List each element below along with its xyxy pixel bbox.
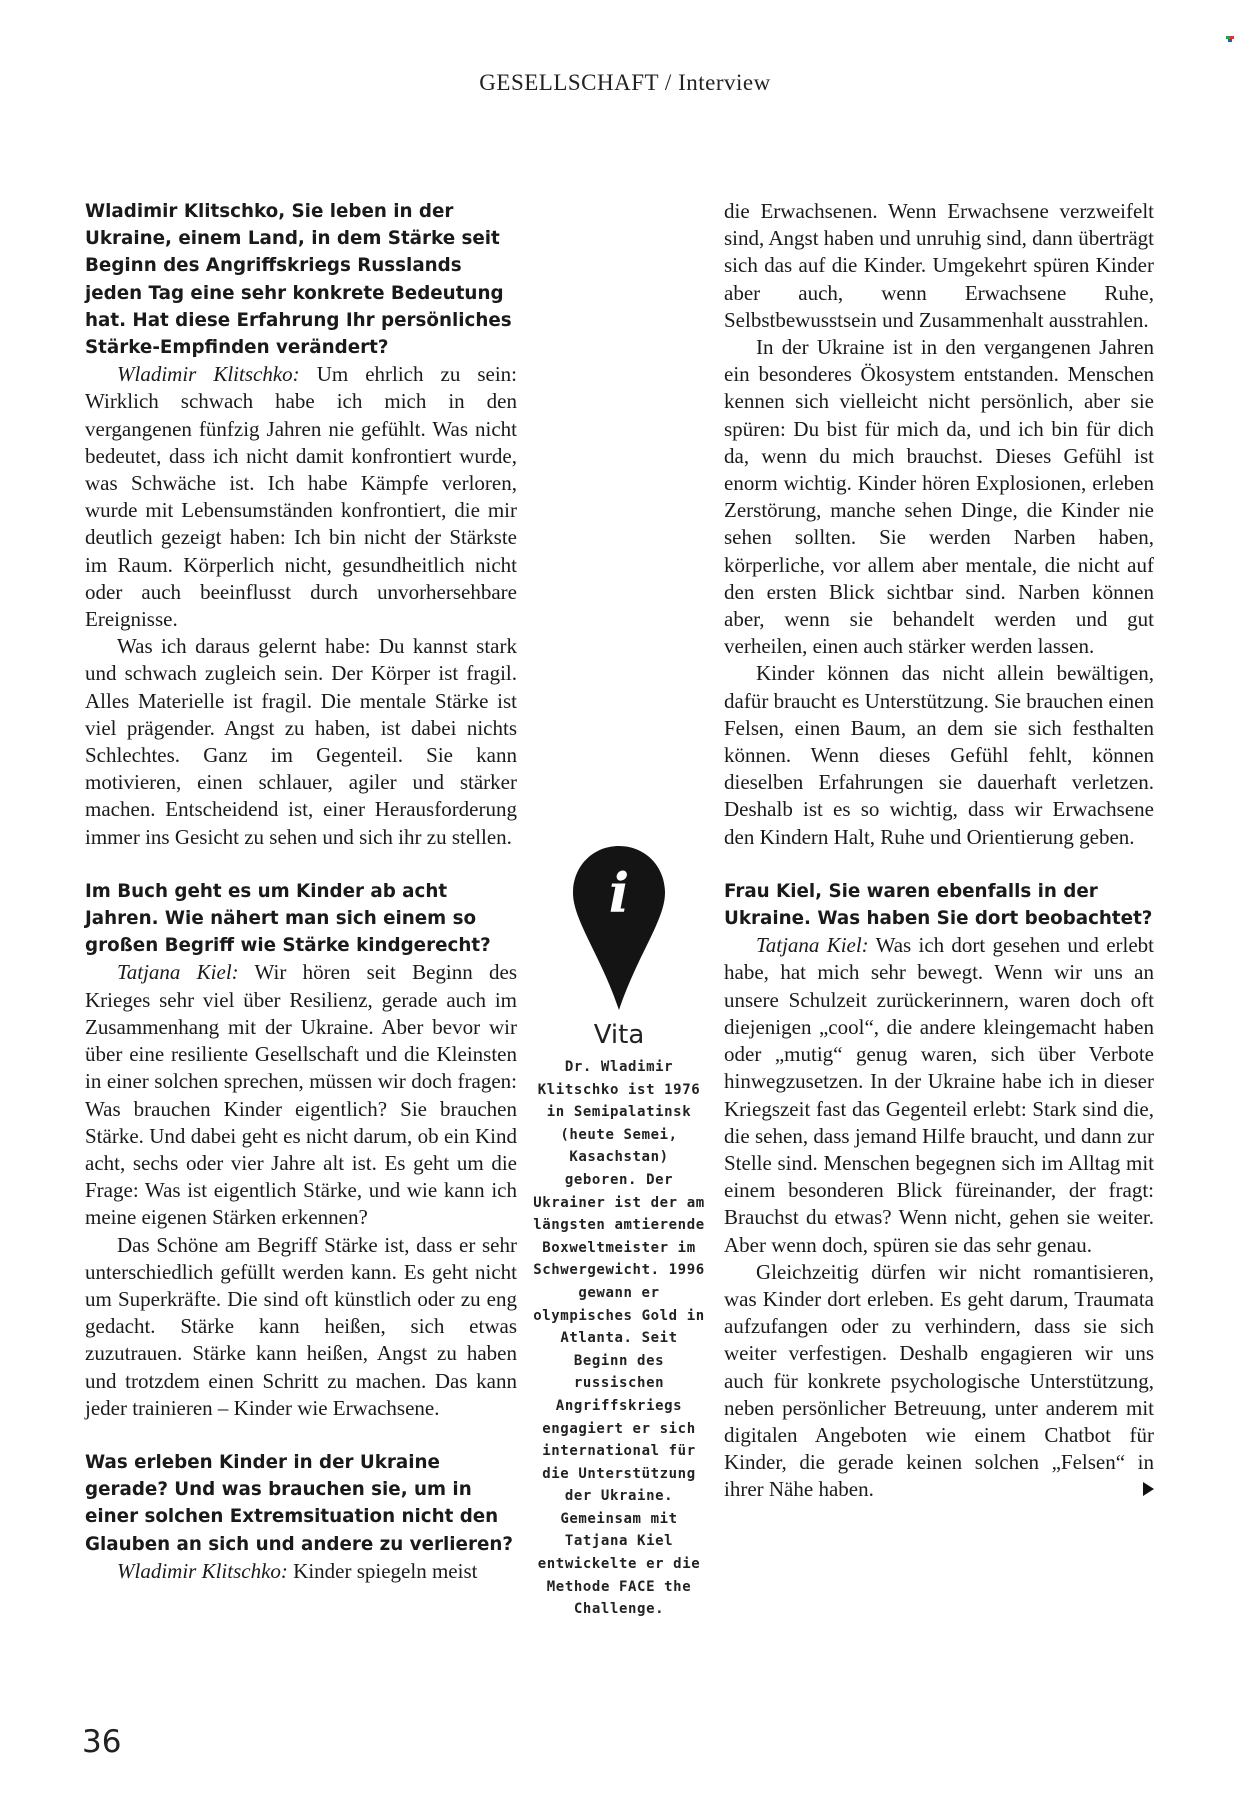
color-registration-mark <box>1226 36 1234 42</box>
speaker-label: Wladimir Klitschko: <box>117 362 300 387</box>
answer-3-paragraph-2: In der Ukraine ist in den vergangenen Jahren ein besonderes Ökosystem entstanden. Menschen kennen sich vielleicht nicht persönlich, aber sie spüren: Du bist für mich da, und ich bin für dich da, wenn du mich brauchst. Dieses Gefühl ist enorm wichtig. Kinder hören Explosionen, erleben Zerstörung, manche sehen Dinge, die Kinder nie sehen sollten. Sie werden Narben haben, körperliche, vor allem aber mentale, die nicht auf den ersten Blick sichtbar sind. Narben können aber, wenn sie behandelt werden und gut verheilen, einen auch stärker werden lassen. <box>724 335 1154 659</box>
answer-2-paragraph-2: Das Schöne am Begriff Stärke ist, dass er sehr unterschiedlich gefüllt werden kann. Es geht nicht um Superkräfte. Die sind oft künstlich oder zu eng gedacht. Stärke kann heißen, sich etwas zuzutrauen. Stärke kann heißen, Angst zu haben und trotzdem einen Schritt zu machen. Das kann jeder trainieren – Kinder wie Erwachsene. <box>85 1232 517 1420</box>
answer-3-paragraph-3: Kinder können das nicht allein bewältigen, dafür braucht es Unterstützung. Sie brauchen einen Felsen, einen Baum, an dem sie sich festhalten können. Wenn dieses Gefühl fehlt, können dieselben Erfahrungen sie dauerhaft verletzen. Deshalb ist es so wichtig, dass wir Erwachsene den Kindern Halt, Ruhe und Orientierung geben. <box>724 661 1154 849</box>
answer-2-paragraph-1: Tatjana Kiel: Wir hören seit Beginn des Krieges sehr viel über Resilienz, gerade auch im Zusammenhang mit der Ukraine. Aber bevor wir über eine resiliente Gesellschaft und die Kleinsten in einer solchen sprechen, müssen wir doch fragen: Was brauchen Kinder eigentlich? Sie brauchen Stärke. Und dabei geht es nicht darum, ob ein Kind acht, sechs oder vier Jahre alt ist. Es geht um die Frage: Was ist eigentlich Stärke, und wie kann ich meine eigenen Stärken erkennen? <box>85 960 517 1230</box>
continue-arrow-icon <box>1143 1482 1154 1496</box>
question-4: Frau Kiel, Sie waren ebenfalls in der Ukraine. Was haben Sie dort beobachtet? <box>724 880 1153 930</box>
answer-3-continued: die Erwachsenen. Wenn Erwachsene verzweifelt sind, Angst haben und unruhig sind, dann überträgt sich das auf die Kinder. Umgekehrt spüren Kinder aber auch, wenn Erwachsene Ruhe, Selbstbewusstsein und Zusammenhalt ausstrahlen. <box>724 199 1154 332</box>
question-1: Wladimir Klitschko, Sie leben in der Ukraine, einem Land, in dem Stärke seit Beginn des Angriffskriegs Russlands jeden Tag eine sehr konkrete Bedeutung hat. Hat diese Erfahrung Ihr persönliches Stärke-Empfinden verändert? <box>85 201 512 359</box>
pin-letter: i <box>608 861 630 925</box>
page-number: 36 <box>82 1724 122 1760</box>
right-column <box>724 198 1154 1504</box>
vita-sidebar <box>533 844 705 1621</box>
speaker-label: Tatjana Kiel: <box>756 933 869 958</box>
question-2: Im Buch geht es um Kinder ab acht Jahren. Wie nähert man sich einem so großen Begriff wie Stärke kindgerecht? <box>85 880 491 957</box>
info-pin-icon <box>571 844 667 1012</box>
answer-4-paragraph-2: Gleichzeitig dürfen wir nicht romantisieren, was Kinder dort erleben. Es geht darum, Traumata aufzufangen oder zu verhindern, dass sie sich weiter verfestigen. Deshalb engagieren wir uns auch für konkrete psychologische Unterstützung, neben persönlicher Betreuung, unter anderem mit digitalen Angeboten wie einem Chatbot für Kinder, die gerade keinen solchen „Felsen“ in ihrer Nähe haben. <box>724 1259 1154 1502</box>
speaker-label: Tatjana Kiel: <box>117 960 239 985</box>
speaker-label: Wladimir Klitschko: <box>117 1558 288 1583</box>
answer-1-paragraph-2: Was ich daraus gelernt habe: Du kannst stark und schwach zugleich sein. Der Körper ist fragil. Alles Materielle ist fragil. Die mentale Stärke ist viel prägender. Angst zu haben, ist dabei nichts Schlechtes. Ganz im Gegenteil. Sie kann motivieren, einen schlauer, agiler und stärker machen. Entscheidend ist, einer Herausforderung immer ins Gesicht zu sehen und sich ihr zu stellen. <box>85 634 517 849</box>
vita-text: Dr. Wladimir Klitschko ist 1976 in Semipalatinsk (heute Semei, Kasachstan) geboren. Der Ukrainer ist der am längsten amtierende Boxweltmeister im Schwergewicht. 1996 gewann er olympisches Gold in Atlanta. Seit Beginn des russischen Angriffskriegs engagiert er sich international für die Unterstützung der Ukraine. Gemeinsam mit Tatjana Kiel entwickelte er die Methode FACE the Challenge. <box>533 1059 705 1618</box>
answer-1-paragraph-1: Wladimir Klitschko: Um ehrlich zu sein: Wirklich schwach habe ich mich in den vergangenen fünfzig Jahren nie gefühlt. Was nicht bedeutet, dass ich nicht damit konfrontiert wurde, was Schwäche ist. Ich habe Kämpfe verloren, wurde mit Lebensumständen konfrontiert, die mir deutlich gezeigt haben: Ich bin nicht der Stärkste im Raum. Körperlich nicht, gesundheitlich nicht oder auch beeinflusst durch unvorhersehbare Ereignisse. <box>85 362 518 632</box>
question-3: Was erleben Kinder in der Ukraine gerade? Und was brauchen sie, um in einer solchen Extremsituation nicht den Glauben an sich und andere zu verlieren? <box>85 1451 513 1555</box>
vita-title: Vita <box>593 1020 645 1050</box>
answer-3-start: Wladimir Klitschko: Kinder spiegeln meist <box>117 1558 478 1583</box>
left-column <box>85 198 517 1585</box>
answer-4-paragraph-1: Tatjana Kiel: Was ich dort gesehen und erlebt habe, hat mich sehr bewegt. Wenn wir uns an unsere Schulzeit zurückerinnern, waren doch oft diejenigen „cool“, die andere kleingemacht haben oder „mutig“ genug waren, sich über Verbote hinwegzusetzen. In der Ukraine habe ich in dieser Kriegszeit fast das Gegenteil erlebt: Stark sind die, die sehen, dass jemand Hilfe braucht, und dann zur Stelle sind. Menschen begegnen sich im Alltag mit einem besonderen Blick füreinander, der fragt: Brauchst du etwas? Wenn nicht, gehen sie weiter. Aber wenn doch, spüren sie das sehr genau. <box>724 933 1154 1257</box>
running-head: GESELLSCHAFT / Interview <box>479 70 771 95</box>
